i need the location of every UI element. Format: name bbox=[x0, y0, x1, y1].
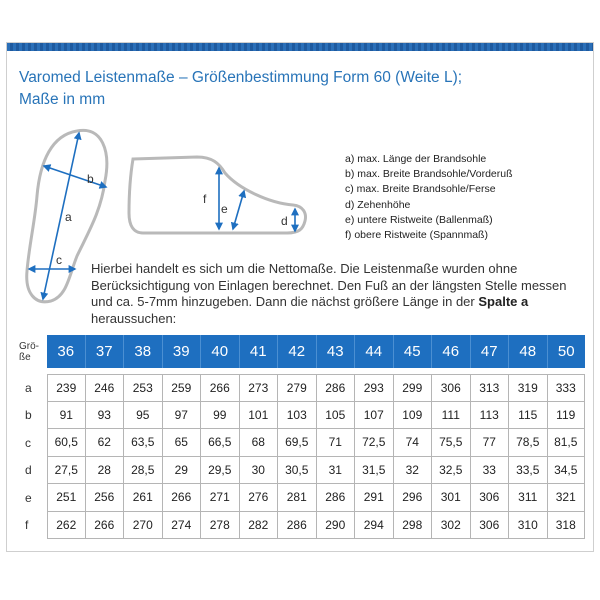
measurement-legend bbox=[345, 152, 513, 243]
table-cell: 119 bbox=[548, 402, 586, 430]
size-header-cell: 42 bbox=[278, 335, 317, 368]
table-cell: 256 bbox=[86, 484, 125, 512]
table-cell: 266 bbox=[86, 512, 125, 540]
table-cell: 111 bbox=[432, 402, 471, 430]
table-cell: 107 bbox=[355, 402, 394, 430]
table-cell: 60,5 bbox=[47, 429, 86, 457]
table-cell: 109 bbox=[394, 402, 433, 430]
title-line-1: Varomed Leistenmaße – Größenbestimmung Form 60 (Weite L); bbox=[19, 69, 463, 86]
instructions-text bbox=[91, 261, 591, 327]
table-cell: 246 bbox=[86, 374, 125, 402]
table-cell: 298 bbox=[394, 512, 433, 540]
table-cell: 318 bbox=[548, 512, 586, 540]
table-cell: 93 bbox=[86, 402, 125, 430]
table-cell: 62 bbox=[86, 429, 125, 457]
row-label: d bbox=[25, 463, 32, 478]
intro-text-part-2: heraussuchen: bbox=[91, 310, 177, 326]
legend-item: d) Zehenhöhe bbox=[345, 198, 411, 211]
table-cell: 31 bbox=[317, 457, 356, 485]
table-cell: 97 bbox=[163, 402, 202, 430]
table-cell: 32 bbox=[394, 457, 433, 485]
size-header-cell: 36 bbox=[47, 335, 86, 368]
table-cell: 27,5 bbox=[47, 457, 86, 485]
table-cell: 276 bbox=[240, 484, 279, 512]
table-cell: 91 bbox=[47, 402, 86, 430]
table-cell: 29,5 bbox=[201, 457, 240, 485]
size-header-cell: 45 bbox=[394, 335, 433, 368]
size-header-cell: 37 bbox=[86, 335, 125, 368]
intro-text-bold: Spalte a bbox=[478, 294, 529, 309]
table-cell: 286 bbox=[317, 374, 356, 402]
table-cell: 306 bbox=[471, 512, 510, 540]
page-title bbox=[19, 67, 579, 111]
table-cell: 28,5 bbox=[124, 457, 163, 485]
table-cell: 262 bbox=[47, 512, 86, 540]
table-cell: 319 bbox=[509, 374, 548, 402]
table-cell: 259 bbox=[163, 374, 202, 402]
table-cell: 68 bbox=[240, 429, 279, 457]
size-table bbox=[17, 335, 585, 539]
table-cell: 286 bbox=[278, 512, 317, 540]
last-side-outline bbox=[129, 157, 306, 233]
table-cell: 253 bbox=[124, 374, 163, 402]
table-cell: 282 bbox=[240, 512, 279, 540]
table-cell: 266 bbox=[201, 374, 240, 402]
table-cell: 286 bbox=[317, 484, 356, 512]
size-column-label bbox=[17, 335, 47, 368]
table-cell: 34,5 bbox=[548, 457, 586, 485]
table-cell: 310 bbox=[509, 512, 548, 540]
label-f: f bbox=[203, 192, 207, 206]
size-label-line-1: Grö- bbox=[19, 340, 39, 352]
measure-line-a bbox=[43, 133, 79, 299]
row-label: b bbox=[25, 408, 32, 423]
table-cell: 74 bbox=[394, 429, 433, 457]
table-cell: 33 bbox=[471, 457, 510, 485]
table-cell: 28 bbox=[86, 457, 125, 485]
label-d: d bbox=[281, 214, 288, 228]
table-cell: 105 bbox=[317, 402, 356, 430]
label-a: a bbox=[65, 210, 72, 224]
table-row bbox=[17, 512, 585, 540]
legend-item: b) max. Breite Brandsohle/Vorderuß bbox=[345, 168, 513, 181]
table-cell: 65 bbox=[163, 429, 202, 457]
table-cell: 302 bbox=[432, 512, 471, 540]
title-line-2: Maße in mm bbox=[19, 91, 106, 108]
table-row bbox=[17, 429, 585, 457]
table-row bbox=[17, 457, 585, 485]
legend-item: a) max. Länge der Brandsohle bbox=[345, 153, 487, 165]
table-cell: 301 bbox=[432, 484, 471, 512]
size-header-cell: 44 bbox=[355, 335, 394, 368]
size-header-cell: 50 bbox=[548, 335, 586, 368]
table-cell: 299 bbox=[394, 374, 433, 402]
table-cell: 30,5 bbox=[278, 457, 317, 485]
size-label-line-2: ße bbox=[19, 351, 31, 363]
table-cell: 279 bbox=[278, 374, 317, 402]
table-cell: 69,5 bbox=[278, 429, 317, 457]
table-cell: 99 bbox=[201, 402, 240, 430]
intro-text-part-1: Hierbei handelt es sich um die Nettomaße. Die Leistenmaße wurden ohne Berücksichtigung von Einlagen berechnet. Den Fuß an der längsten Stelle messen und ca. 5-7mm hinzugeben. Dann die nächst größere Länge in der bbox=[91, 261, 567, 309]
legend-item: c) max. Breite Brandsohle/Ferse bbox=[345, 183, 496, 196]
table-cell: 313 bbox=[471, 374, 510, 402]
table-cell: 101 bbox=[240, 402, 279, 430]
table-row bbox=[17, 402, 585, 430]
table-cell: 278 bbox=[201, 512, 240, 540]
size-header-cell: 48 bbox=[509, 335, 548, 368]
table-cell: 33,5 bbox=[509, 457, 548, 485]
table-cell: 294 bbox=[355, 512, 394, 540]
table-cell: 293 bbox=[355, 374, 394, 402]
label-c: c bbox=[56, 253, 62, 267]
table-cell: 306 bbox=[471, 484, 510, 512]
table-cell: 306 bbox=[432, 374, 471, 402]
table-cell: 321 bbox=[548, 484, 586, 512]
table-cell: 239 bbox=[47, 374, 86, 402]
table-row bbox=[17, 484, 585, 512]
row-label: a bbox=[25, 380, 32, 395]
size-header-cell: 39 bbox=[163, 335, 202, 368]
table-cell: 77 bbox=[471, 429, 510, 457]
table-cell: 30 bbox=[240, 457, 279, 485]
size-header-cell: 43 bbox=[317, 335, 356, 368]
label-e: e bbox=[221, 202, 228, 216]
size-header-cell: 41 bbox=[240, 335, 279, 368]
size-chart-card bbox=[6, 42, 594, 552]
table-cell: 261 bbox=[124, 484, 163, 512]
row-label: f bbox=[25, 518, 29, 533]
size-header-row bbox=[17, 335, 585, 368]
row-label: e bbox=[25, 490, 32, 505]
table-cell: 270 bbox=[124, 512, 163, 540]
table-cell: 274 bbox=[163, 512, 202, 540]
measure-line-e bbox=[233, 191, 244, 229]
table-cell: 311 bbox=[509, 484, 548, 512]
table-cell: 66,5 bbox=[201, 429, 240, 457]
size-header-cell: 40 bbox=[201, 335, 240, 368]
table-cell: 72,5 bbox=[355, 429, 394, 457]
table-cell: 103 bbox=[278, 402, 317, 430]
size-header-cell: 46 bbox=[432, 335, 471, 368]
table-cell: 113 bbox=[471, 402, 510, 430]
table-cell: 273 bbox=[240, 374, 279, 402]
table-cell: 271 bbox=[201, 484, 240, 512]
table-cell: 290 bbox=[317, 512, 356, 540]
table-cell: 29 bbox=[163, 457, 202, 485]
legend-item: f) obere Ristweite (Spannmaß) bbox=[345, 229, 488, 242]
table-cell: 291 bbox=[355, 484, 394, 512]
table-cell: 251 bbox=[47, 484, 86, 512]
table-cell: 75,5 bbox=[432, 429, 471, 457]
table-cell: 95 bbox=[124, 402, 163, 430]
table-row bbox=[17, 374, 585, 402]
size-header-cell: 47 bbox=[471, 335, 510, 368]
table-cell: 266 bbox=[163, 484, 202, 512]
table-cell: 281 bbox=[278, 484, 317, 512]
row-label: c bbox=[25, 435, 31, 450]
table-cell: 81,5 bbox=[548, 429, 586, 457]
table-cell: 63,5 bbox=[124, 429, 163, 457]
size-header-cell: 38 bbox=[124, 335, 163, 368]
table-cell: 78,5 bbox=[509, 429, 548, 457]
table-cell: 296 bbox=[394, 484, 433, 512]
measure-line-b bbox=[44, 166, 106, 187]
table-cell: 71 bbox=[317, 429, 356, 457]
table-cell: 32,5 bbox=[432, 457, 471, 485]
top-stripe bbox=[7, 43, 593, 51]
table-cell: 31,5 bbox=[355, 457, 394, 485]
label-b: b bbox=[87, 172, 94, 186]
legend-item: e) untere Ristweite (Ballenmaß) bbox=[345, 213, 493, 226]
table-cell: 333 bbox=[548, 374, 586, 402]
table-cell: 115 bbox=[509, 402, 548, 430]
